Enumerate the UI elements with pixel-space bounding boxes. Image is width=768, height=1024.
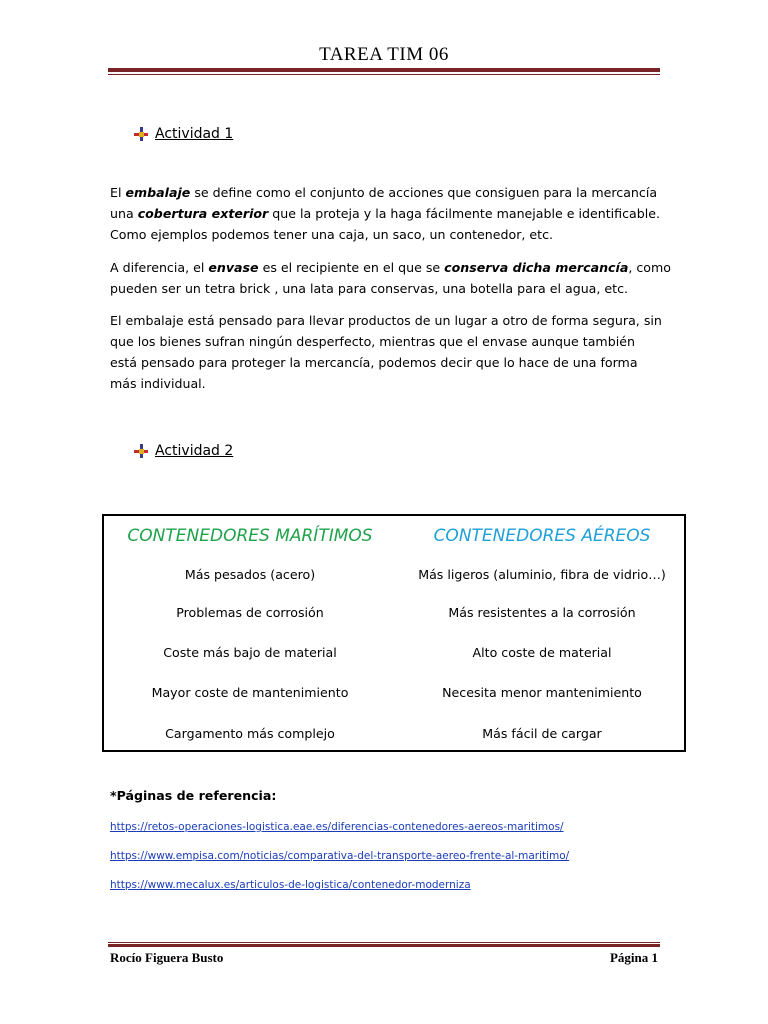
table-cell: Cargamento más complejo	[165, 726, 335, 741]
table-cell: Más ligeros (aluminio, fibra de vidrio…)	[418, 567, 666, 582]
reference-link-eae[interactable]: https://retos-operaciones-logistica.eae.es/diferencias-contenedores-aereos-maritimos/	[110, 821, 564, 833]
activity-2-label: Actividad 2	[155, 443, 234, 459]
paragraph-comparison: El embalaje está pensado para llevar productos de un lugar a otro de forma segura, sin que los bienes sufran ningún desperfecto, mientras que el envase aunque también está pensado para proteger la mercancía, podemos decir que lo hace de una forma más individual.	[110, 313, 662, 391]
bullet-icon	[133, 443, 149, 459]
reference-link-empisa[interactable]: https://www.empisa.com/noticias/comparativa-del-transporte-aereo-frente-al-maritimo/	[110, 850, 570, 862]
activity-1-heading	[133, 126, 233, 142]
header-rule-thin	[108, 74, 660, 75]
maritime-header: CONTENEDORES MARÍTIMOS	[127, 526, 373, 546]
paragraph-embalaje: El embalaje se define como el conjunto de acciones que consiguen para la mercancía una cobertura exterior que la proteja y la haga fácilmente manejable e identificable. Como ejemplos podemos tener una caja, un saco, un contenedor, etc.	[110, 185, 660, 242]
table-cell: Necesita menor mantenimiento	[442, 685, 642, 700]
table-cell: Más resistentes a la corrosión	[448, 605, 636, 620]
activity-1-label: Actividad 1	[155, 126, 234, 142]
air-header: CONTENEDORES AÉREOS	[433, 526, 651, 546]
table-cell: Alto coste de material	[472, 645, 612, 660]
bullet-icon	[133, 126, 149, 142]
header-rule	[108, 68, 660, 72]
table-cell: Mayor coste de mantenimiento	[151, 685, 349, 700]
footer-rule-thin	[108, 942, 660, 943]
footer-rule	[108, 944, 660, 947]
table-cell: Problemas de corrosión	[176, 605, 324, 620]
reference-link-mecalux[interactable]: https://www.mecalux.es/articulos-de-logistica/contenedor-moderniza	[110, 879, 471, 891]
comparison-table	[102, 514, 686, 752]
references-title: *Páginas de referencia:	[110, 788, 277, 803]
footer-author: Rocío Figuera Busto	[110, 950, 224, 965]
paragraph-envase: A diferencia, el envase es el recipiente en el que se conserva dicha mercancía, como pueden ser un tetra brick , una lata para conservas, una botella para el agua, etc.	[110, 260, 671, 296]
activity-2-heading	[133, 443, 233, 459]
table-cell: Más fácil de cargar	[482, 726, 602, 741]
table-cell: Más pesados (acero)	[184, 567, 316, 582]
document-title: TAREA TIM 06	[319, 44, 449, 65]
footer-page-number: Página 1	[609, 950, 658, 965]
table-cell: Coste más bajo de material	[163, 645, 337, 660]
